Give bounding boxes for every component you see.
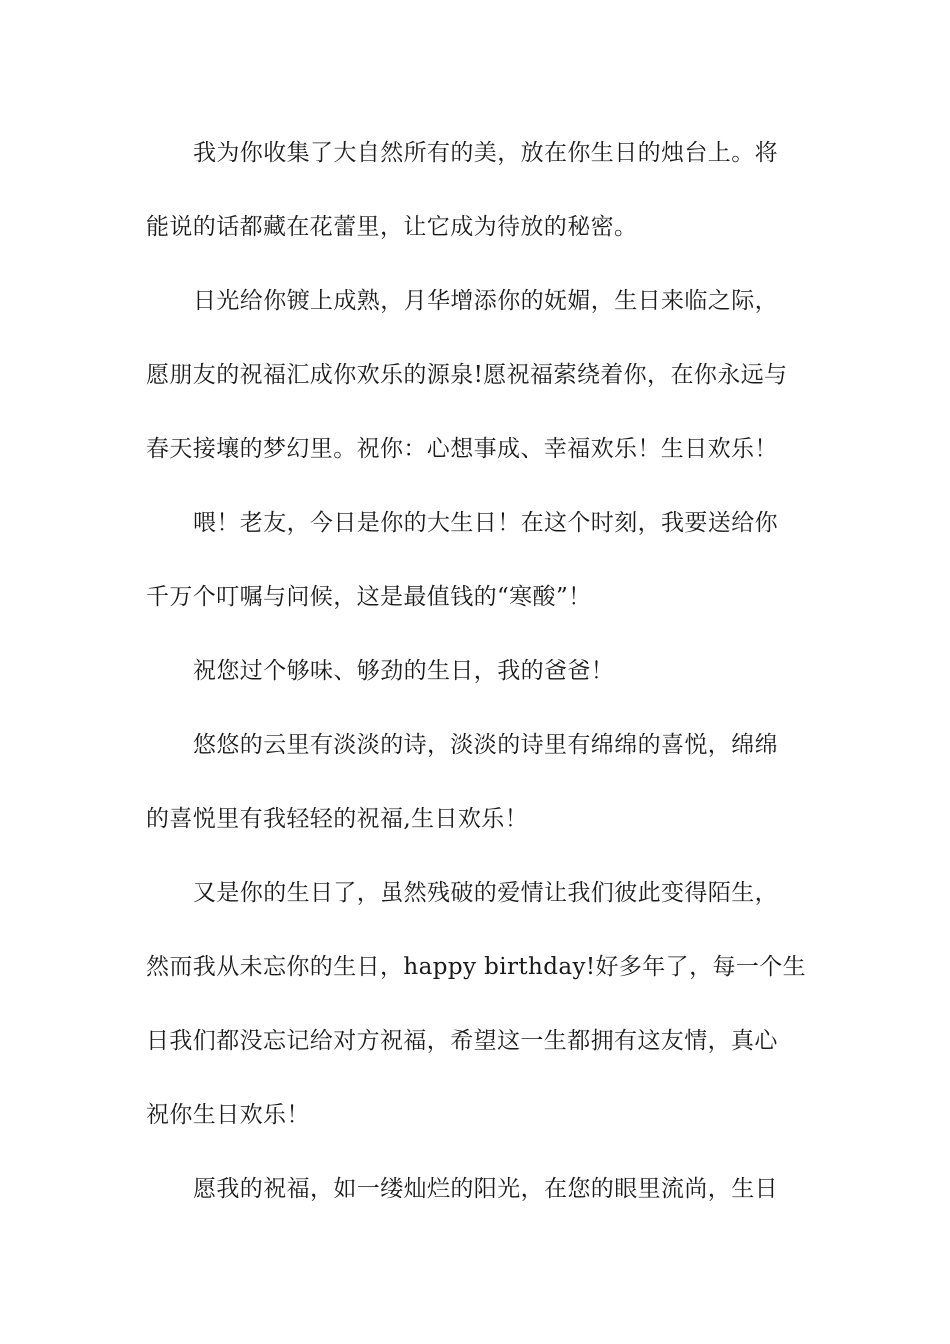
paragraph-line: 悠悠的云里有淡淡的诗，淡淡的诗里有绵绵的喜悦，绵绵 xyxy=(193,732,778,758)
paragraph-line: 千万个叮嘱与问候，这是最值钱的“寒酸”！ xyxy=(146,584,592,610)
paragraph-line: 愿我的祝福，如一缕灿烂的阳光，在您的眼里流尚，生日 xyxy=(193,1176,778,1202)
paragraph-line: 愿朋友的祝福汇成你欢乐的源泉!愿祝福萦绕着你，在你永远与 xyxy=(146,362,788,388)
paragraph-line: 日我们都没忘记给对方祝福，希望这一生都拥有这友情，真心 xyxy=(146,1028,778,1054)
paragraph-line: 然而我从未忘你的生日，happy birthday!好多年了，每一个生 xyxy=(146,954,807,980)
document-body xyxy=(146,128,810,1238)
paragraph-line: 祝您过个够味、够劲的生日，我的爸爸！ xyxy=(193,658,615,684)
paragraph-line: 的喜悦里有我轻轻的祝福,生日欢乐！ xyxy=(146,806,529,832)
paragraph-line: 祝你生日欢乐！ xyxy=(146,1102,310,1128)
paragraph-line: 春天接壤的梦幻里。祝你：心想事成、幸福欢乐！生日欢乐！ xyxy=(146,436,778,462)
paragraph-line: 又是你的生日了，虽然残破的爱情让我们彼此变得陌生， xyxy=(193,880,778,906)
paragraph-line: 能说的话都藏在花蕾里，让它成为待放的秘密。 xyxy=(146,214,638,240)
paragraph-line: 日光给你镀上成熟，月华增添你的妩媚，生日来临之际， xyxy=(193,288,778,314)
paragraph-line: 喂！老友，今日是你的大生日！在这个时刻，我要送给你 xyxy=(193,510,778,536)
paragraph-line: 我为你收集了大自然所有的美，放在你生日的烛台上。将 xyxy=(193,140,778,166)
